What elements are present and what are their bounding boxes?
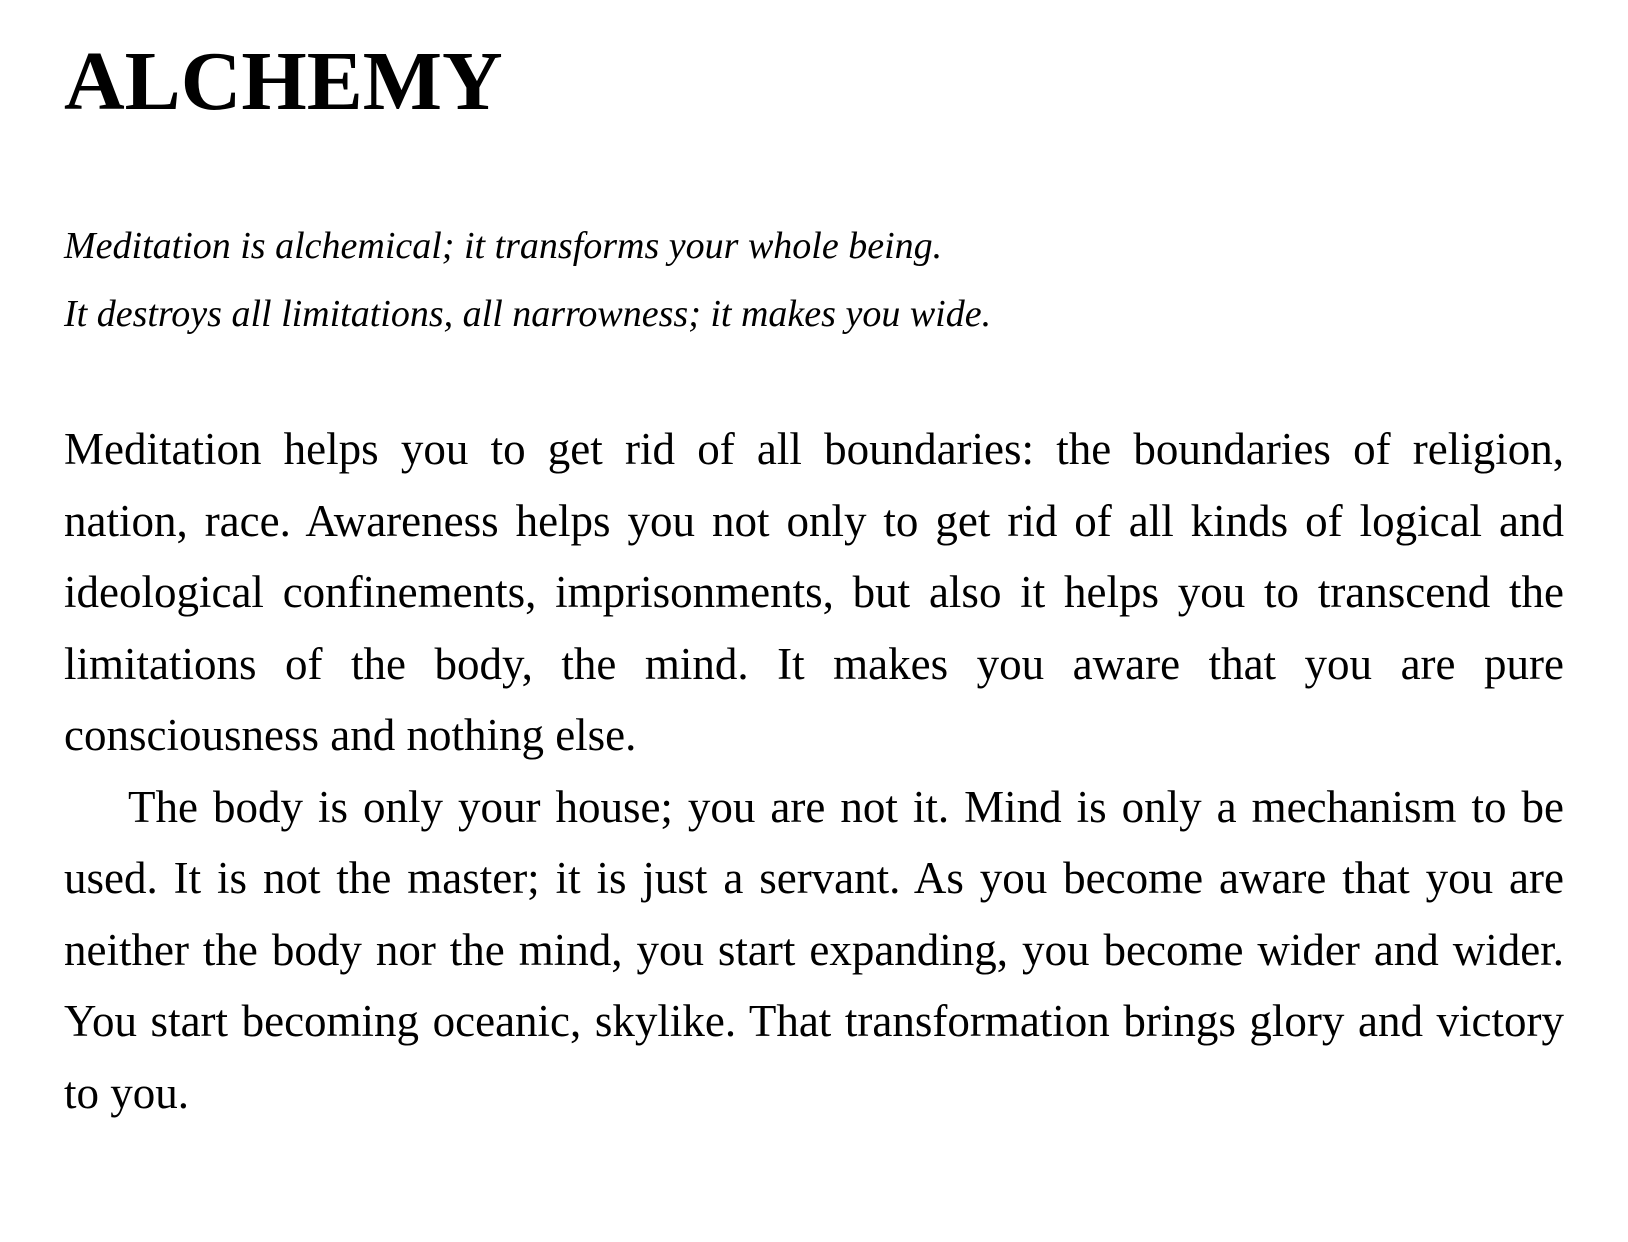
epigraph [64, 212, 991, 348]
paragraph-1: Meditation helps you to get rid of all boundaries: the boundaries of religion, nation, race. Awareness helps you not only to get rid of all kinds of logical and ideological confinements, imprisonments, but also it helps you to transcend the limitations of the body, the mind. It makes you aware that you are pure consciousness and nothing else. [64, 424, 1564, 760]
body-text [64, 414, 1564, 1129]
epigraph-line-1: Meditation is alchemical; it transforms your whole being. [64, 225, 943, 267]
page-title: ALCHEMY [64, 35, 503, 128]
paragraph-2: The body is only your house; you are not it. Mind is only a mechanism to be used. It is not the master; it is just a servant. As you become aware that you are neither the body nor the mind, you start expanding, you become wider and wider. You start becoming oceanic, skylike. That transformation brings glory and victory to you. [64, 781, 1564, 1118]
epigraph-line-2: It destroys all limitations, all narrowness; it makes you wide. [64, 293, 992, 335]
